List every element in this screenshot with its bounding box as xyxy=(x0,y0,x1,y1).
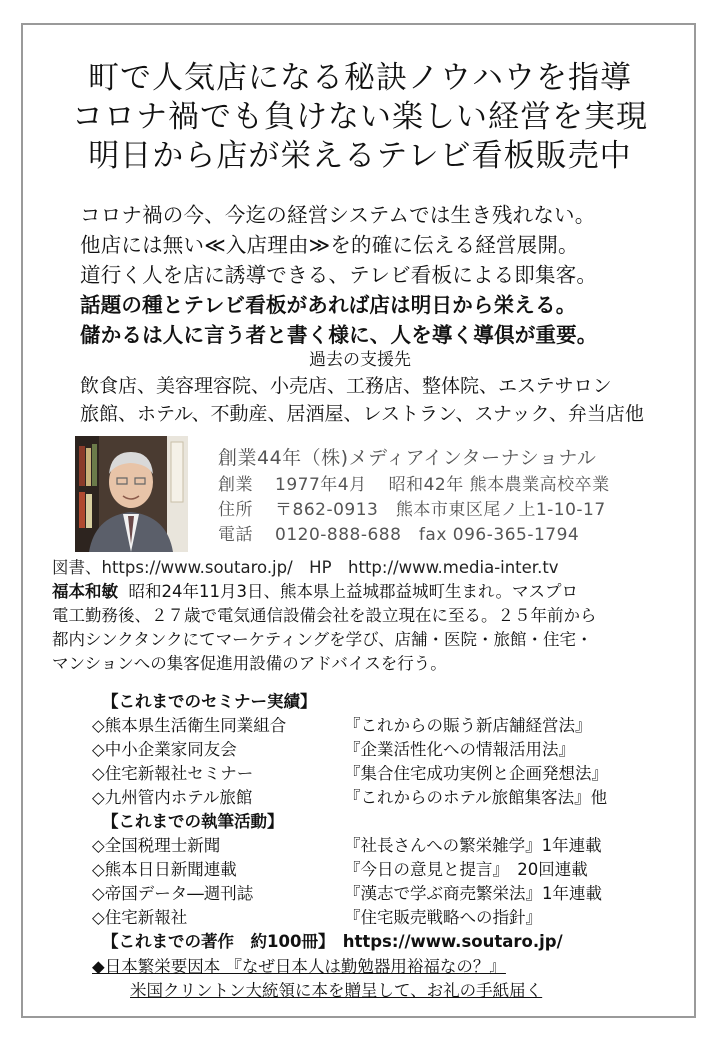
list-item xyxy=(92,882,682,906)
seminar-org: ◇中小企業家同友会 xyxy=(92,740,237,759)
school-value: 昭和42年 熊本農業高校卒業 xyxy=(388,475,610,495)
intro-line-4: 話題の種とテレビ看板があれば店は明日から栄える。 xyxy=(80,293,577,317)
profile-name: 福本和敏 xyxy=(52,582,118,601)
writing-title-text: 『住宅販売戦略への指針』 xyxy=(344,908,542,927)
company-name: 創業44年（株)メディアインターナショナル xyxy=(218,447,597,469)
profile-line-2: 電工勤務後、２７歳で電気通信設備会社を設立現在に至る。２５年前から xyxy=(52,606,597,625)
phone-value: 0120-888-688 fax 096-365-1794 xyxy=(275,525,580,545)
seminar-title-text: 『これからの賑う新店舗経営法』 xyxy=(344,716,592,735)
list-item xyxy=(92,714,682,738)
seminar-org: ◇熊本県生活衛生同業組合 xyxy=(92,716,287,735)
seminar-org: ◇住宅新報社セミナー xyxy=(92,764,254,783)
intro-line-5: 儲かるは人に言う者と書く様に、人を導く導倶が重要。 xyxy=(80,323,598,347)
books-line: 【これまでの著作 約100冊】 https://www.soutaro.jp/ xyxy=(102,932,563,951)
support-title: 過去の支援先 xyxy=(309,350,411,370)
intro-line-1: コロナ禍の今、今迄の経営システムでは生き残れない。 xyxy=(80,203,596,227)
writing-org: ◇住宅新報社 xyxy=(92,908,188,927)
seminar-title-text: 『これからのホテル旅館集客法』他 xyxy=(344,788,608,807)
phone-label: 電話 xyxy=(218,525,253,545)
seminar-title-text: 『企業活性化への情報活用法』 xyxy=(344,740,575,759)
seminar-title: 【これまでのセミナー実績】 xyxy=(102,692,317,711)
support-line-1: 飲食店、美容理容院、小売店、工務店、整体院、エステサロン xyxy=(80,375,612,397)
profile-line-1 xyxy=(52,580,682,604)
writing-title-text: 『今日の意見と提言』 20回連載 xyxy=(344,860,588,879)
seminar-title-text: 『集合住宅成功実例と企画発想法』 xyxy=(344,764,608,783)
writing-title-text: 『社長さんへの繁栄雑学』1年連載 xyxy=(344,836,602,855)
list-item xyxy=(92,786,682,810)
footer-line-1: ◆日本繁栄要因本 『なぜ日本人は勤勉器用裕福なの？』 xyxy=(92,957,506,976)
list-item xyxy=(92,762,682,786)
portrait-photo xyxy=(75,436,188,552)
headline-line-3: 明日から店が栄えるテレビ看板販売中 xyxy=(88,138,632,174)
seminar-section xyxy=(92,690,682,954)
founded-value: 1977年4月 xyxy=(275,475,367,495)
writing-org: ◇熊本日日新聞連載 xyxy=(92,860,237,879)
founded-label: 創業 xyxy=(218,475,253,495)
list-item xyxy=(92,738,682,762)
footer-line-2: 米国クリントン大統領に本を贈呈して、お礼の手紙届く xyxy=(130,981,543,1000)
profile-line-3: 都内シンクタンクにてマーケティングを学び、店舗・医院・旅館・住宅・ xyxy=(52,630,593,649)
address-label: 住所 xyxy=(218,500,253,520)
writing-title-text: 『漢志で学ぶ商売繁栄法』1年連載 xyxy=(344,884,602,903)
intro-line-2: 他店には無い≪入店理由≫を的確に伝える経営展開。 xyxy=(80,233,579,257)
company-phone-row xyxy=(218,523,579,547)
list-item xyxy=(92,858,682,882)
address-value: 〒862-0913 熊本市東区尾ノ上1-10-17 xyxy=(275,500,606,520)
profile-text-1: 昭和24年11月3日、熊本県上益城郡益城町生まれ。マスプロ xyxy=(128,582,578,601)
company-founded-row xyxy=(218,473,610,497)
writing-org: ◇帝国データ―週刊誌 xyxy=(92,884,254,903)
list-item xyxy=(92,834,682,858)
writing-title: 【これまでの執筆活動】 xyxy=(102,812,284,831)
intro-line-3: 道行く人を店に誘導できる、テレビ看板による即集客。 xyxy=(80,263,598,287)
seminar-org: ◇九州管内ホテル旅館 xyxy=(92,788,253,807)
headline-line-2: コロナ禍でも負けない楽しい経営を実現 xyxy=(72,99,648,135)
support-line-2: 旅館、ホテル、不動産、居酒屋、レストラン、スナック、弁当店他 xyxy=(80,403,644,425)
writing-org: ◇全国税理士新聞 xyxy=(92,836,221,855)
headline-line-1: 町で人気店になる秘訣ノウハウを指導 xyxy=(88,60,632,96)
company-address-row xyxy=(218,498,606,522)
list-item xyxy=(92,906,682,930)
links-line: 図書、https://www.soutaro.jp/ HP http://www.media-inter.tv xyxy=(52,558,559,577)
profile-line-4: マンションへの集客促進用設備のアドバイスを行う。 xyxy=(52,654,447,673)
